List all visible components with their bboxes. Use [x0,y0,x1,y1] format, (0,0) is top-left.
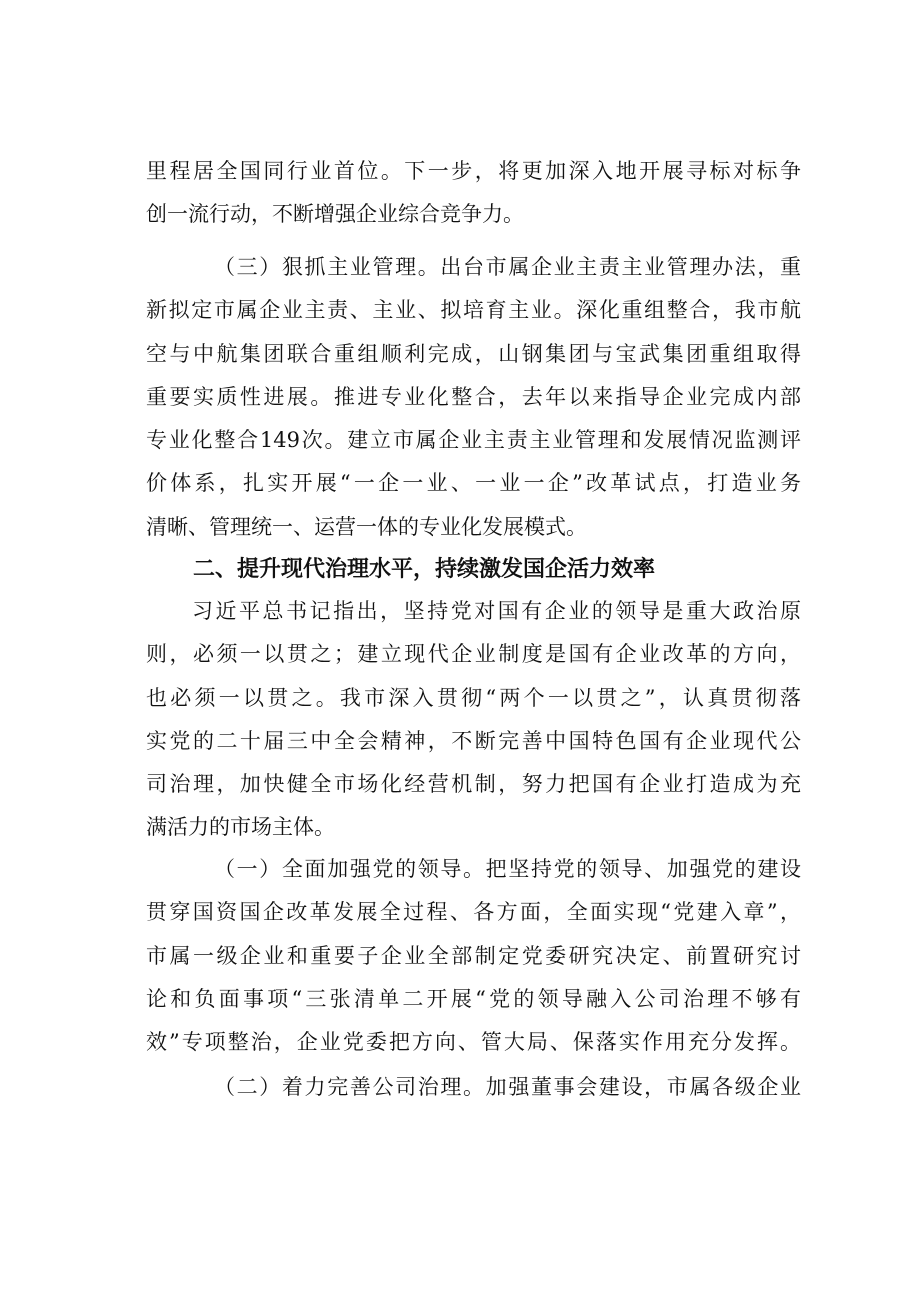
text-line: 创一流行动，不断增强企业综合竞争力。 [146,202,524,227]
text-line: 里程居全国同行业首位。下一步，将更加深入地开展寻标对标争 [146,159,801,183]
text-line: 清晰、管理统一、运营一体的专业化发展模式。 [146,514,587,539]
text-line: 则，必须一以贯之；建立现代企业制度是国有企业改革的方向， [146,642,801,667]
paragraph-continuation [146,150,801,237]
text-line: 满活力的市场主体。 [146,815,335,840]
paragraph-main-business-management [146,246,801,549]
text-line: 空与中航集团联合重组顺利完成，山钢集团与宝武集团重组取得 [146,341,801,366]
text-line: 论和负面事项“三张清单二开展“党的领导融入公司治理不够有 [146,986,801,1011]
paragraph-corporate-governance [146,1066,801,1109]
text-line: 价体系，扎实开展“一企一业、一业一企”改革试点，打造业务 [146,471,801,496]
text-line: 重要实质性进展。推进专业化整合，去年以来指导企业完成内部 [146,384,801,409]
section-heading: 二、提升现代治理水平，持续激发国企活力效率 [193,557,656,582]
text-line: 贯穿国资国企改革发展全过程、各方面，全面实现“党建入章”， [146,900,801,925]
text-line: （一）全面加强党的领导。把坚持党的领导、加强党的建设 [214,857,801,881]
text-line: （三）狠抓主业管理。出台市属企业主责主业管理办法，重 [214,255,801,279]
text-line: 实党的二十届三中全会精神，不断完善中国特色国有企业现代公 [146,728,801,753]
paragraph-governance-intro [146,590,801,850]
text-line: （二）着力完善公司治理。加强董事会建设，市属各级企业 [214,1075,801,1099]
text-line: 效”专项整治，企业党委把方向、管大局、保落实作用充分发挥。 [146,1030,801,1055]
text-line: 市属一级企业和重要子企业全部制定党委研究决定、前置研究讨 [146,943,801,968]
paragraph-party-leadership [146,848,801,1064]
text-line: 也必须一以贯之。我市深入贯彻“两个一以贯之”，认真贯彻落 [146,685,801,710]
text-line: 新拟定市属企业主责、主业、拟培育主业。深化重组整合，我市航 [146,298,801,323]
text-line: 专业化整合149次。建立市属企业主责主业管理和发展情况监测评 [146,428,801,453]
text-line: 司治理，加快健全市场化经营机制，努力把国有企业打造成为充 [146,772,801,797]
text-line: 习近平总书记指出，坚持党对国有企业的领导是重大政治原 [192,599,801,623]
